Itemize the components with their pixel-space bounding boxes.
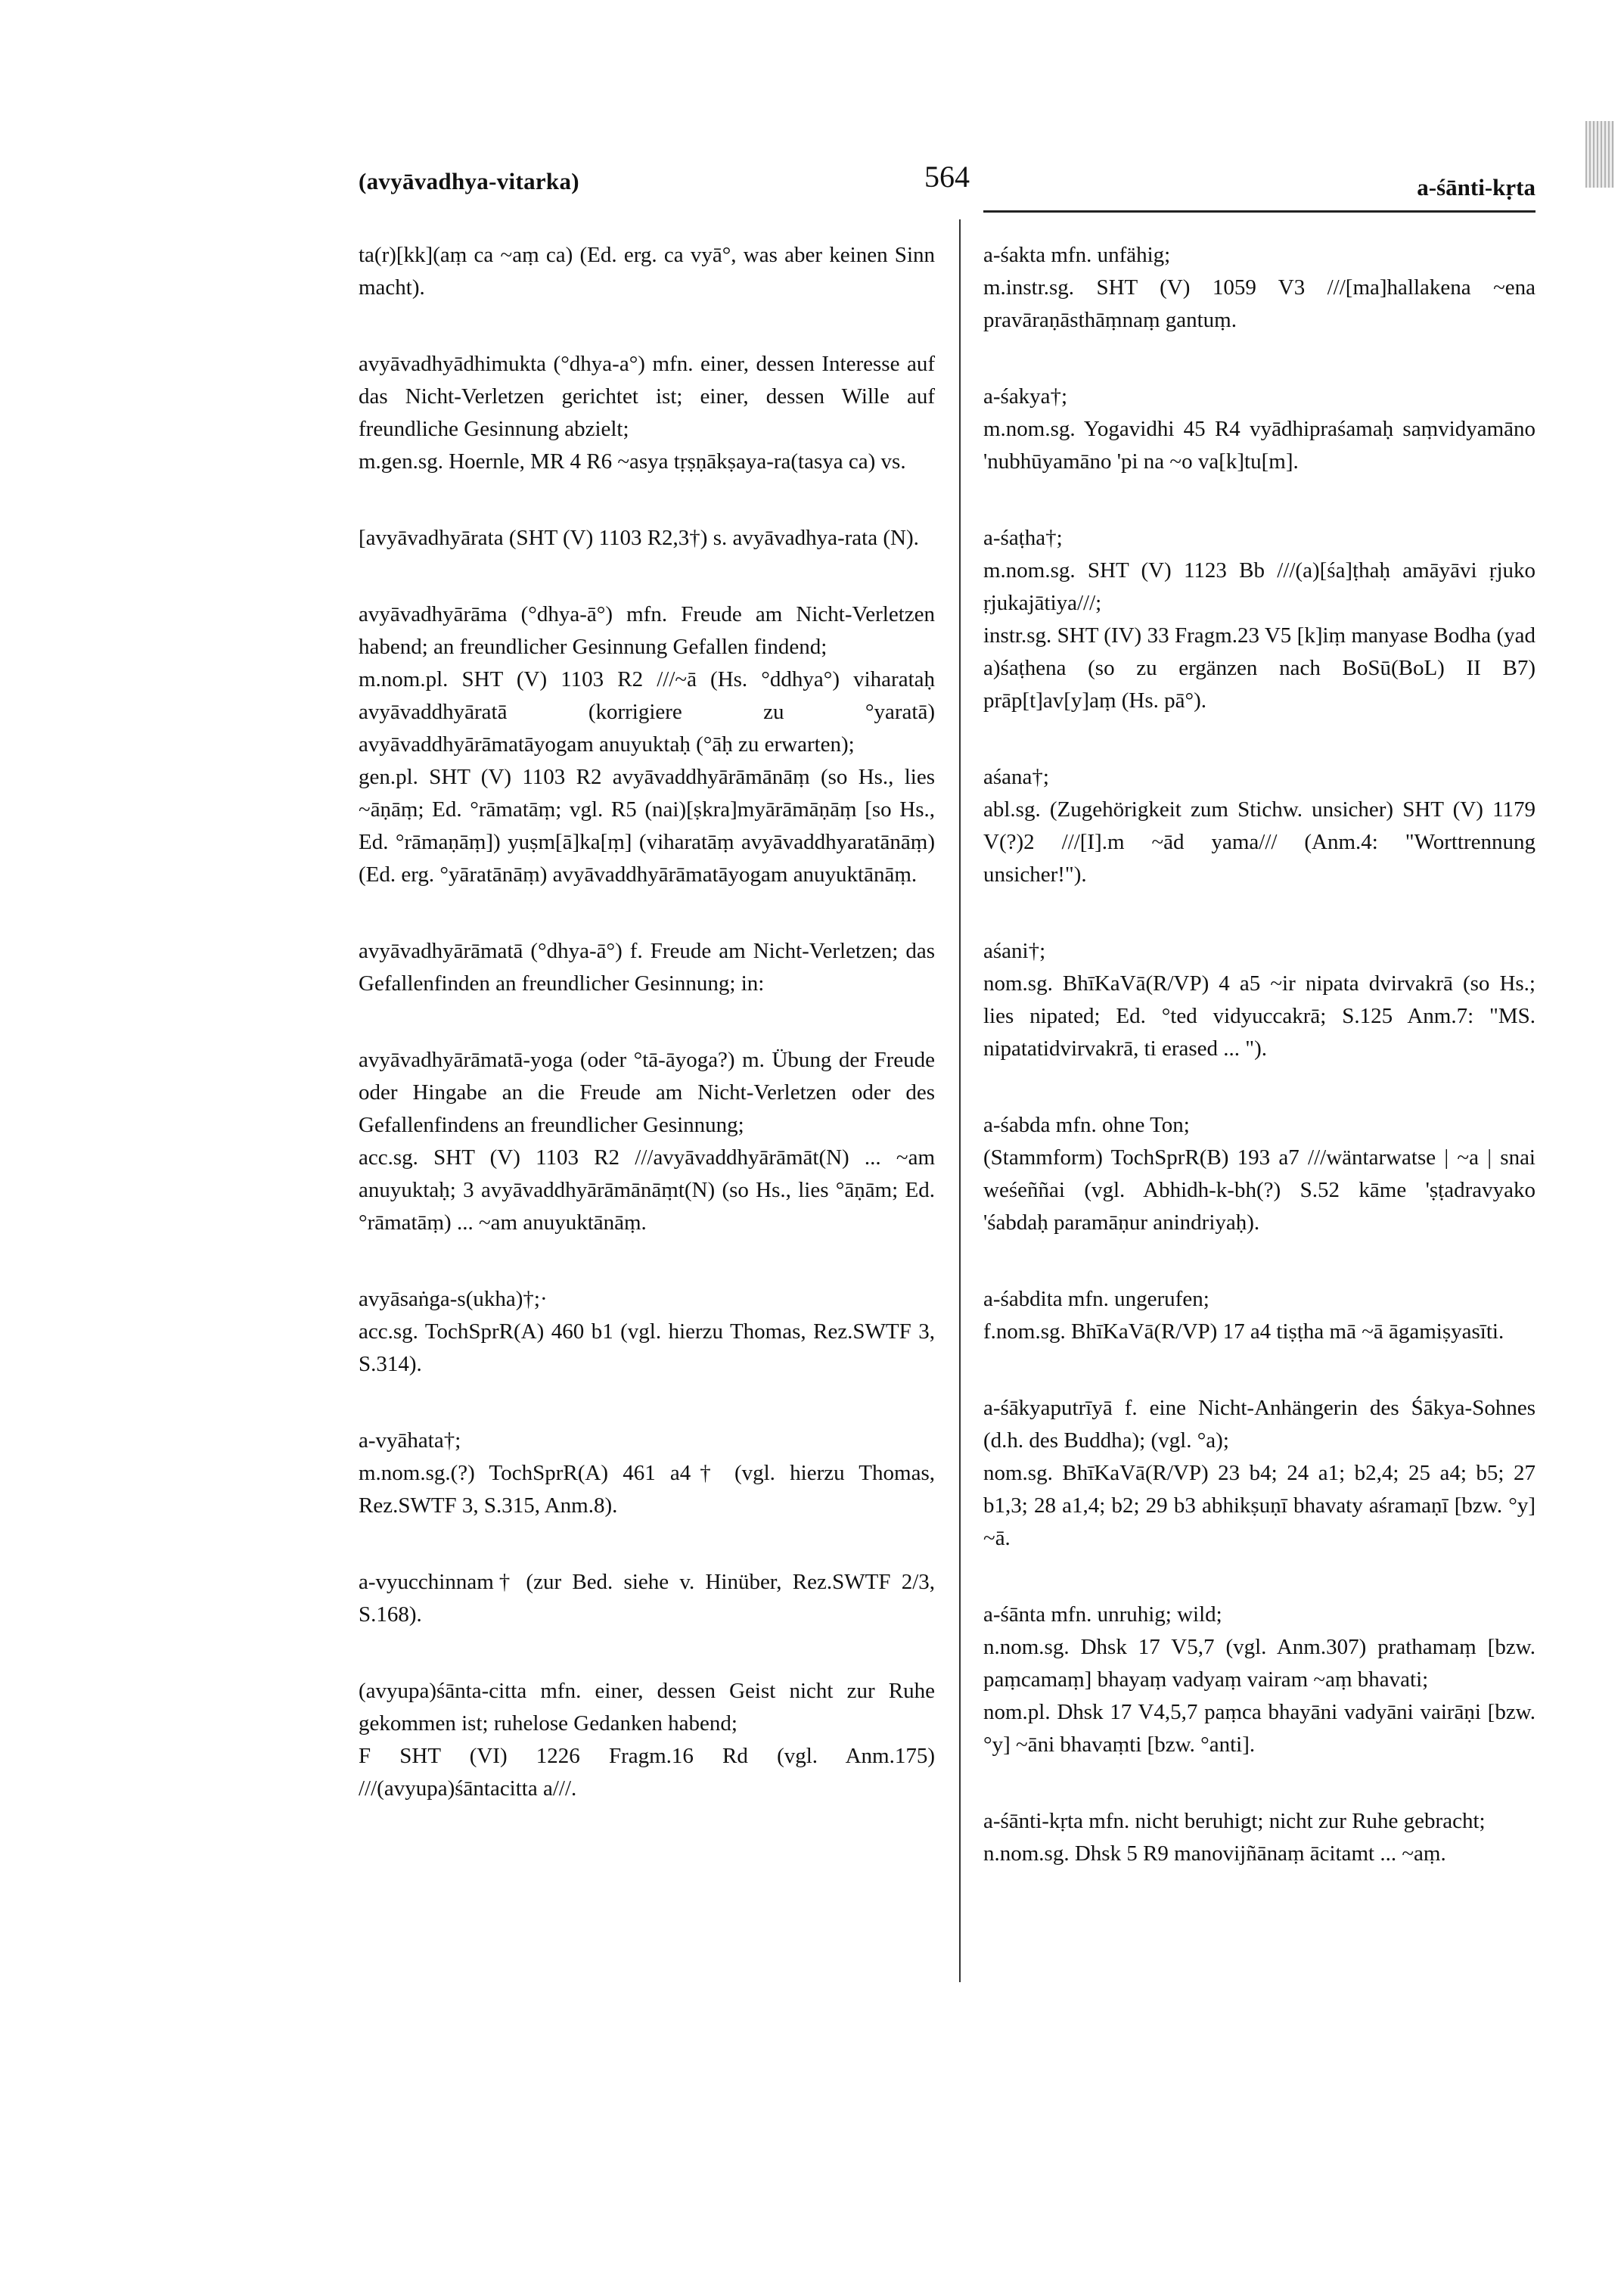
- entry-head: a-vyucchinnam† (zur Bed. siehe v. Hinüber, Rez.SWTF 2/3, S.168).: [359, 1570, 935, 1627]
- entry-head: avyāsaṅga-s(ukha)†;·: [359, 1287, 548, 1311]
- entry: [359, 1044, 935, 1239]
- entry-citation: m.nom.pl. SHT (V) 1103 R2 ///~ā (Hs. °ddhya°) viharataḥ avyāvaddhyāratā (korrigiere zu °yaratā) avyāvaddhyārāmatāyogam anuyuktaḥ (°āḥ zu erwarten);: [359, 667, 935, 757]
- entry: [359, 598, 935, 891]
- entry: [983, 761, 1536, 891]
- column-divider: [959, 219, 961, 1982]
- entry-citation: abl.sg. (Zugehörigkeit zum Stichw. unsicher) SHT (V) 1179 V(?)2 ///[I].m ~ād yama/// (Anm.4: "Worttrennung unsicher!").: [983, 797, 1536, 887]
- entry: [359, 1566, 935, 1631]
- entry: [359, 522, 935, 555]
- entry: [359, 348, 935, 478]
- entry: [359, 1283, 935, 1381]
- entry: [983, 1109, 1536, 1239]
- entry: [983, 1392, 1536, 1555]
- entry-head: avyāvadhyādhimukta (°dhya-a°) mfn. einer, dessen Interesse auf das Nicht-Verletzen gerichtet ist; einer, dessen Wille auf freundliche Gesinnung abzielt;: [359, 352, 935, 441]
- right-column: [983, 239, 1536, 1914]
- header-rule: [983, 210, 1536, 213]
- entry: [983, 239, 1536, 337]
- entry: [359, 1425, 935, 1522]
- entry-citation: m.gen.sg. Hoernle, MR 4 R6 ~asya tṛṣṇākṣaya-ra(tasya ca) vs.: [359, 449, 906, 474]
- entry-citation: F SHT (VI) 1226 Fragm.16 Rd (vgl. Anm.175) ///(avyupa)śāntacitta a///.: [359, 1744, 935, 1801]
- entry-citation: (Stammform) TochSprR(B) 193 a7 ///wäntarwatse | ~a | snai weśeññai (vgl. Abhidh-k-bh(?) S.52 kāme 'ṣṭadravyako 'śabdaḥ paramāṇur anindriyaḥ).: [983, 1145, 1536, 1235]
- entry-head: a-śakya†;: [983, 384, 1068, 409]
- left-column: [359, 239, 935, 1849]
- entry: [983, 381, 1536, 478]
- entry-citation: m.nom.sg.(?) TochSprR(A) 461 a4† (vgl. hierzu Thomas, Rez.SWTF 3, S.315, Anm.8).: [359, 1461, 935, 1518]
- entry-citation: nom.pl. Dhsk 17 V4,5,7 paṃca bhayāni vadyāni vairāṇi [bzw. °y] ~āni bhavaṃti [bzw. °anti].: [983, 1700, 1536, 1757]
- entry-head: (avyupa)śānta-citta mfn. einer, dessen Geist nicht zur Ruhe gekommen ist; ruhelose Gedanken habend;: [359, 1679, 935, 1736]
- entry: [359, 1675, 935, 1805]
- running-head-right: a-śānti-kṛta: [1417, 174, 1536, 200]
- entry: [983, 1805, 1536, 1870]
- entry-head: a-śānti-kṛta mfn. nicht beruhigt; nicht zur Ruhe gebracht;: [983, 1809, 1486, 1833]
- entry: [359, 239, 935, 304]
- entry-head: a-śabda mfn. ohne Ton;: [983, 1113, 1190, 1137]
- entry-head: a-vyāhata†;: [359, 1428, 461, 1453]
- entry-citation: m.nom.sg. SHT (V) 1123 Bb ///(a)[śa]ṭhaḥ amāyāvi ṛjuko ṛjukajātiya///;: [983, 558, 1536, 615]
- entry-citation: m.instr.sg. SHT (V) 1059 V3 ///[ma]hallakena ~ena pravāraṇāsthāṃnaṃ gantuṃ.: [983, 275, 1536, 332]
- running-head-left: (avyāvadhya-vitarka): [359, 168, 579, 194]
- entry-citation: f.nom.sg. BhīKaVā(R/VP) 17 a4 tiṣṭha mā ~ā āgamiṣyasīti.: [983, 1319, 1504, 1344]
- entry-citation: m.nom.sg. Yogavidhi 45 R4 vyādhipraśamaḥ saṃvidyamāno 'nubhūyamāno 'pi na ~o va[k]tu[m].: [983, 417, 1536, 474]
- entry-head: a-śākyaputrīyā f. eine Nicht-Anhängerin des Śākya-Sohnes (d.h. des Buddha); (vgl. °a);: [983, 1396, 1536, 1453]
- entry-citation: n.nom.sg. Dhsk 5 R9 manovijñānaṃ ācitamt ... ~aṃ.: [983, 1841, 1446, 1866]
- page-header: [359, 148, 1536, 209]
- entry-citation: instr.sg. SHT (IV) 33 Fragm.23 V5 [k]iṃ manyase Bodha (yad a)śaṭhena (so zu ergänzen nach BoSū(BoL) II B7) prāp[t]av[y]aṃ (Hs. pā°).: [983, 623, 1536, 713]
- entry-citation: nom.sg. BhīKaVā(R/VP) 4 a5 ~ir nipata dvirvakrā (so Hs.; lies nipated; Ed. °ted vidyuccakrā; S.125 Anm.7: "MS. nipatatidvirvakrā, ti erased ... ").: [983, 971, 1536, 1061]
- entry-head: avyāvadhyārāmatā (°dhya-ā°) f. Freude am Nicht-Verletzen; das Gefallenfinden an freundlicher Gesinnung; in:: [359, 939, 935, 996]
- entry-head: a-śakta mfn. unfähig;: [983, 243, 1171, 267]
- entry-head: [avyāvadhyārata (SHT (V) 1103 R2,3†) s. avyāvadhya-rata (N).: [359, 526, 919, 550]
- entry-head: avyāvadhyārāma (°dhya-ā°) mfn. Freude am Nicht-Verletzen habend; an freundlicher Gesinnung Gefallen findend;: [359, 602, 935, 659]
- entry-head: aśani†;: [983, 939, 1046, 963]
- entry-citation: nom.sg. BhīKaVā(R/VP) 23 b4; 24 a1; b2,4; 25 a4; b5; 27 b1,3; 28 a1,4; b2; 29 b3 abhikṣuṇī bhavaty aśramaṇī [bzw. °y] ~ā.: [983, 1461, 1536, 1550]
- entry-citation: gen.pl. SHT (V) 1103 R2 avyāvaddhyārāmānāṃ (so Hs., lies ~āṇāṃ; Ed. °rāmatāṃ; vgl. R5 (nai)[ṣkra]myārāmāṇāṃ [so Hs., Ed. °rāmaṇāṃ]) yuṣm[ā]ka[ṃ] (viharatāṃ avyāvaddhyaratānāṃ) (Ed. erg. °yāratānāṃ) avyāvaddhyārāmatāyogam anuyuktānāṃ.: [359, 765, 935, 887]
- entry: [359, 935, 935, 1000]
- entry-head: a-śānta mfn. unruhig; wild;: [983, 1602, 1222, 1627]
- entry-head: a-śabdita mfn. ungerufen;: [983, 1287, 1209, 1311]
- entry: [983, 1599, 1536, 1761]
- entry-head: aśana†;: [983, 765, 1049, 789]
- entry: [983, 522, 1536, 717]
- entry-head: a-śaṭha†;: [983, 526, 1063, 550]
- entry-citation: acc.sg. SHT (V) 1103 R2 ///avyāvaddhyārāmāt(N) ... ~am anuyuktaḥ; 3 avyāvaddhyārāmānāṃt(N) (so Hs., lies °āṇām; Ed. °rāmatāṃ) ... ~am anuyuktānāṃ.: [359, 1145, 935, 1235]
- scan-edge-artifact: [1585, 121, 1614, 188]
- entry-citation: acc.sg. TochSprR(A) 460 b1 (vgl. hierzu Thomas, Rez.SWTF 3, S.314).: [359, 1319, 935, 1376]
- entry: [983, 1283, 1536, 1348]
- entry-head: avyāvadhyārāmatā-yoga (oder °tā-āyoga?) m. Übung der Freude oder Hingabe an die Freude am Nicht-Verletzen oder des Gefallenfindens an freundlicher Gesinnung;: [359, 1048, 935, 1137]
- entry-text: ta(r)[kk](aṃ ca ~aṃ ca) (Ed. erg. ca vyā°, was aber keinen Sinn macht).: [359, 243, 935, 300]
- entry-citation: n.nom.sg. Dhsk 17 V5,7 (vgl. Anm.307) prathamaṃ [bzw. paṃcamaṃ] bhayaṃ vadyaṃ vairam ~aṃ bhavati;: [983, 1635, 1536, 1692]
- page-number: 564: [924, 160, 970, 194]
- entry: [983, 935, 1536, 1065]
